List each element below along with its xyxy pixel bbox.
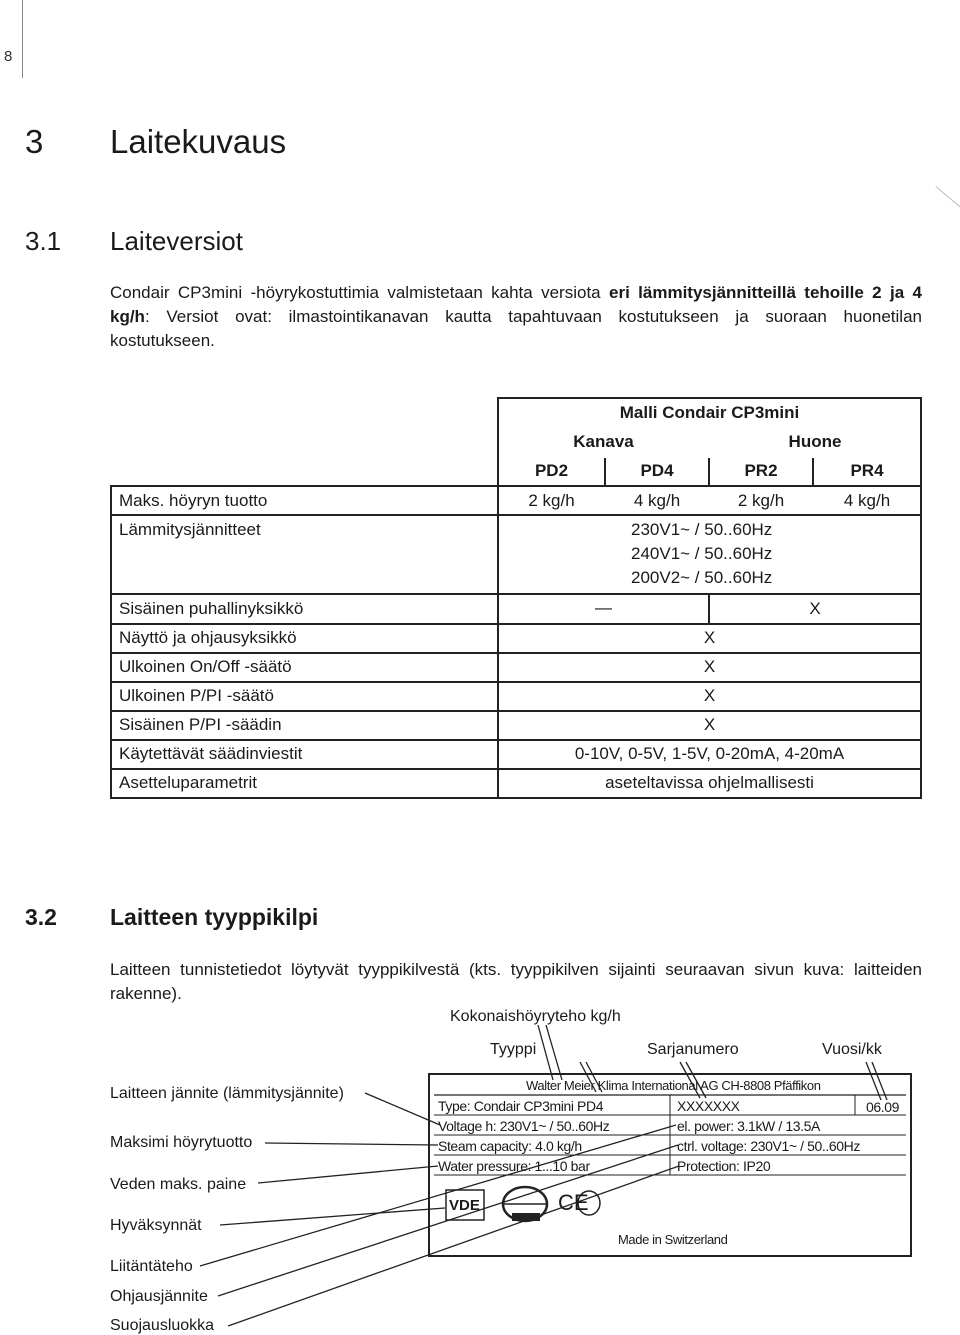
- plate-made-in: Made in Switzerland: [618, 1232, 728, 1247]
- callout-protection-label: Suojausluokka: [110, 1317, 215, 1334]
- callout-total-steam-label: Kokonaishöyryteho kg/h: [450, 1008, 621, 1025]
- callout-total-steam: [538, 1025, 553, 1080]
- group-kanava: Kanava: [573, 432, 634, 451]
- vde-logo: VDE: [449, 1197, 480, 1214]
- col-pr2: PR2: [744, 461, 778, 480]
- row-label-ppi-int: Sisäinen P/PI -säädin: [119, 715, 282, 734]
- row-label-ppi-ext: Ulkoinen P/PI -säätö: [119, 686, 274, 705]
- callout-total-steam: [546, 1025, 562, 1080]
- ppi-ext-value: X: [703, 686, 716, 705]
- steam-pd2: 2 kg/h: [528, 491, 575, 510]
- plate-power: el. power: 3.1kW / 13.5A: [677, 1118, 820, 1134]
- section-title: Laitekuvaus: [110, 123, 287, 160]
- ppi-int-value: X: [703, 715, 716, 734]
- para-text: Condair CP3mini -höyrykostuttimia valmistetaan kahta versiota: [110, 283, 609, 302]
- row-label-fan: Sisäinen puhallinyksikkö: [119, 599, 304, 618]
- fan-huone: X: [809, 599, 821, 618]
- voltage-value: 200V2~ / 50..60Hz: [631, 568, 773, 587]
- callout-year: [866, 1062, 881, 1100]
- nameplate-paragraph: Laitteen tunnistetiedot löytyvät tyyppikilvestä (kts. tyyppikilven sijainti seuraavan sivun kuva: laitteiden rakenne).: [110, 960, 922, 1003]
- plate-date: 06.09: [866, 1099, 900, 1115]
- col-pd2: PD2: [534, 461, 569, 480]
- callout-water-pressure-label: Veden maks. paine: [110, 1176, 247, 1193]
- gs-logo-base: [512, 1213, 540, 1221]
- plate-maker: Walter Meier Klima International AG CH-8808 Pfäffikon: [526, 1078, 821, 1093]
- subsection-title: Laiteversiot: [110, 226, 243, 256]
- callout-year: [872, 1062, 887, 1100]
- plate-protection: Protection: IP20: [677, 1158, 771, 1174]
- callout-year-label: Vuosi/kk: [822, 1041, 882, 1058]
- col-pd4: PD4: [640, 461, 674, 480]
- ce-mark: CE: [558, 1190, 589, 1215]
- fan-kanava: —: [595, 598, 612, 617]
- signals-value: 0-10V, 0-5V, 1-5V, 0-20mA, 4-20mA: [574, 744, 845, 763]
- plate-water-pressure: Water pressure: 1...10 bar: [438, 1158, 590, 1174]
- steam-pd4: 4 kg/h: [633, 491, 681, 510]
- plate-serial: XXXXXXX: [677, 1098, 740, 1114]
- subsection-title: Laitteen tyyppikilpi: [110, 904, 319, 930]
- para-bold-text: eri lämmitysjännitteillä tehoille 2 ja 4 kg/h: [110, 283, 922, 326]
- row-label-signals: Käytettävät säädinviestit: [119, 744, 303, 763]
- voltage-value: 240V1~ / 50..60Hz: [631, 544, 773, 563]
- voltage-value: 230V1~ / 50..60Hz: [631, 520, 773, 539]
- row-label-steam: Maks. höyryn tuotto: [119, 491, 268, 510]
- row-label-display: Näyttö ja ohjausyksikkö: [119, 628, 297, 647]
- plate-type: Type: Condair CP3mini PD4: [438, 1098, 604, 1114]
- params-value: aseteltavissa ohjelmallisesti: [605, 773, 814, 792]
- row-label-params: Asetteluparametrit: [119, 773, 257, 792]
- plate-voltage: Voltage h: 230V1~ / 50..60Hz: [438, 1118, 610, 1134]
- callout-approvals-label: Hyväksynnät: [110, 1217, 202, 1234]
- row-label-onoff: Ulkoinen On/Off -säätö: [119, 657, 292, 676]
- plate-ctrl-voltage: ctrl. voltage: 230V1~ / 50..60Hz: [677, 1138, 860, 1154]
- steam-pr4: 4 kg/h: [843, 491, 891, 510]
- subsection-number: 3.1: [25, 226, 62, 256]
- callout-connection-power-label: Liitäntäteho: [110, 1258, 193, 1275]
- model-header: Malli Condair CP3mini: [619, 403, 800, 422]
- callout-type-label: Tyyppi: [490, 1041, 537, 1058]
- display-value: X: [703, 628, 716, 647]
- para-text-end: : Versiot ovat: ilmastointikanavan kautta tapahtuvaan kostutukseen ja suoraan huonetilan kostutukseen.: [110, 307, 922, 350]
- callout-max-steam-label: Maksimi höyrytuotto: [110, 1134, 253, 1151]
- plate-steam: Steam capacity: 4.0 kg/h: [438, 1138, 582, 1154]
- onoff-value: X: [703, 657, 716, 676]
- section-number: 3: [25, 123, 44, 160]
- group-huone: Huone: [788, 432, 842, 451]
- col-pr4: PR4: [850, 461, 884, 480]
- subsection-number: 3.2: [25, 904, 57, 930]
- callout-max-steam: [265, 1143, 438, 1145]
- steam-pr2: 2 kg/h: [737, 491, 785, 510]
- page-number: 8: [4, 48, 13, 65]
- callout-approvals: [220, 1208, 445, 1225]
- callout-control-voltage-label: Ohjausjännite: [110, 1288, 208, 1305]
- callout-water-pressure: [258, 1166, 438, 1183]
- row-label-voltage: Lämmitysjännitteet: [119, 520, 261, 539]
- callout-voltage-label: Laitteen jännite (lämmitysjännite): [110, 1085, 344, 1102]
- callout-serial-label: Sarjanumero: [647, 1041, 739, 1058]
